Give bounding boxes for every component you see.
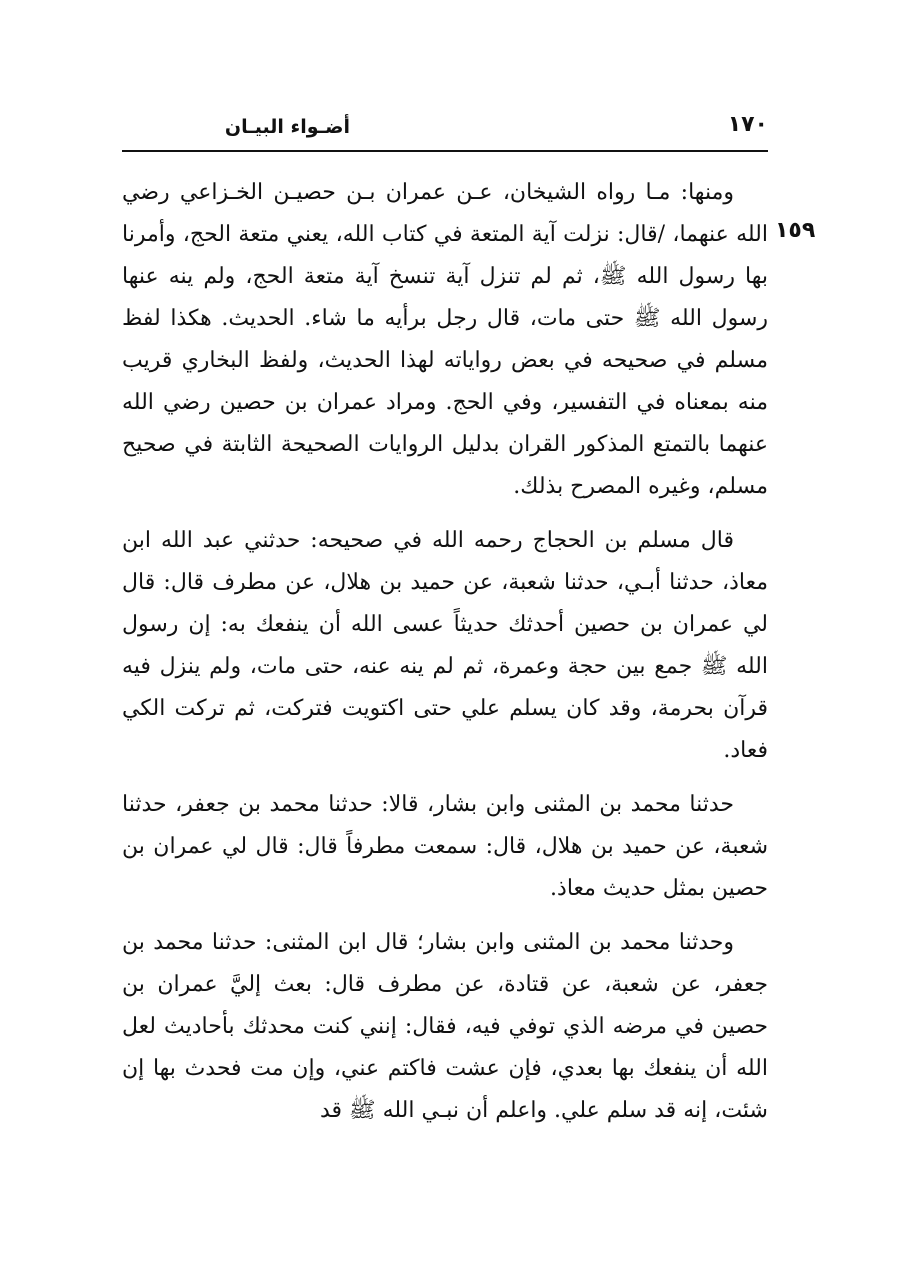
- paragraph-1: ومنها: مـا رواه الشيخان، عـن عمران بـن حصيـن الخـزاعي رضي الله عنهما، /قال: نزلت آية المتعة في كتاب الله، يعني متعة الحج، وأمرنا بها رسول الله ﷺ، ثم لم تنزل آية تنسخ آية متعة الحج، ولم ينه عنها رسول الله ﷺ حتى مات، قال رجل برأيه ما شاء. الحديث. هكذا لفظ مسلم في صحيحه في بعض رواياته لهذا الحديث، ولفظ البخاري قريب منه بمعناه في التفسير، وفي الحج. ومراد عمران بن حصين رضي الله عنهما بالتمتع المذكور القران بدليل الروايات الصحيحة الثابتة في صحيح مسلم، وغيره المصرح بذلك.: [122, 180, 768, 499]
- margin-page-reference: ١٥٩: [775, 218, 816, 243]
- paragraph-2: قال مسلم بن الحجاج رحمه الله في صحيحه: حدثني عبد الله ابن معاذ، حدثنا أبـي، حدثنا شعبة، عن حميد بن هلال، عن مطرف قال: قال لي عمران بن حصين أحدثك حديثاً عسى الله أن ينفعك به: إن رسول الله ﷺ جمع بين حجة وعمرة، ثم لم ينه عنه، حتى مات، ولم ينزل فيه قرآن بحرمة، وقد كان يسلم علي حتى اكتويت فتركت، ثم تركت الكي فعاد.: [122, 528, 768, 763]
- running-title: أضـواء البيـان: [224, 116, 350, 138]
- page-number: ١٧٠: [727, 112, 768, 137]
- body-text: [122, 172, 768, 1144]
- paragraph-3: حدثنا محمد بن المثنى وابن بشار، قالا: حدثنا محمد بن جعفر، حدثنا شعبة، عن حميد بن هلال، قال: سمعت مطرفاً قال: قال لي عمران بن حصين بمثل حديث معاذ.: [122, 792, 768, 901]
- page-header: [122, 112, 768, 148]
- paragraph-4: وحدثنا محمد بن المثنى وابن بشار؛ قال ابن المثنى: حدثنا محمد بن جعفر، عن شعبة، عن قتادة، عن مطرف قال: بعث إليَّ عمران بن حصين في مرضه الذي توفي فيه، فقال: إنني كنت محدثك بأحاديث لعل الله أن ينفعك بها بعدي، فإن عشت فاكتم عني، وإن مت فحدث بها إن شئت، إنه قد سلم علي. واعلم أن نبـي الله ﷺ قد: [122, 930, 768, 1123]
- header-divider: [122, 150, 768, 152]
